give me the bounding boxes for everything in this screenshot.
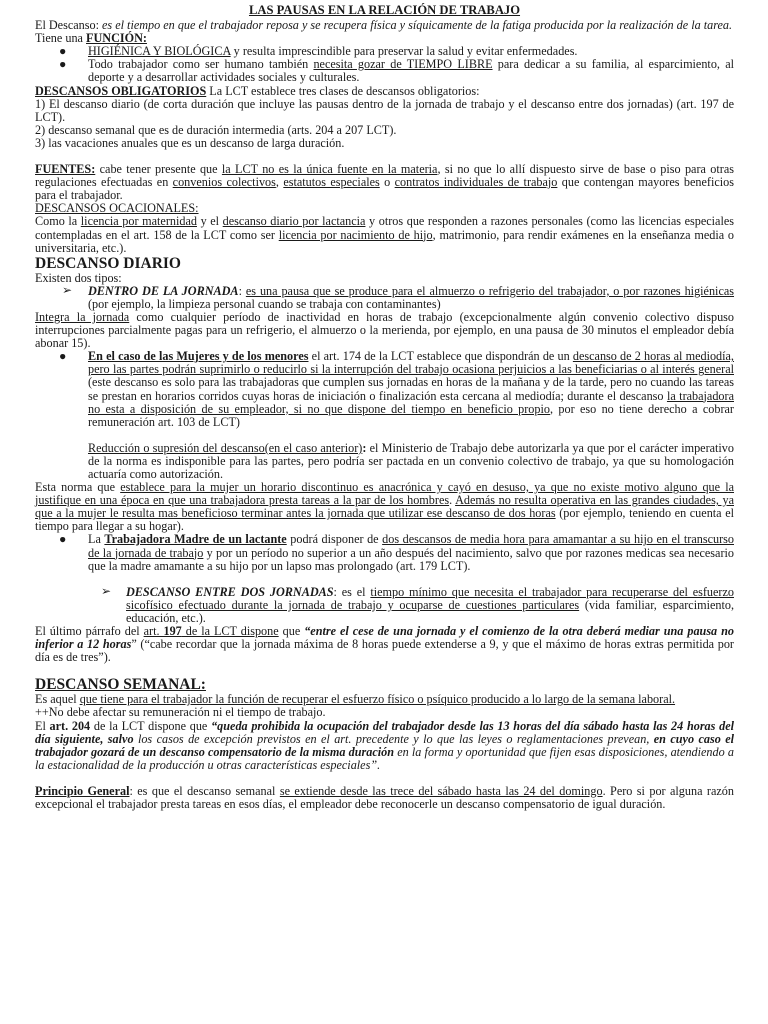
madre-lactante-bullet: ● La Trabajadora Madre de un lactante podrá disponer de dos descansos de media hora para amamantar a su hijo en el transcurso de la jornada de trabajo y por un período no superior a un año después del nacimiento, salvo que por razones medicas sea necesario que la madre amamante a su hijo por un lapso mas prolongado (art. 179 LCT). (59, 532, 734, 573)
ultimo-parrafo: El último párrafo del art. 197 de la LCT dispone que “entre el cese de una jornada y el comienzo de la otra deberá mediar una pausa no inferior a 12 horas” (“cabe recordar que la jornada máxima de 8 horas puede extenderse a 9, y que el máximo de horas extras permitida por día es de tres”). (35, 624, 734, 665)
funcion-line: Tiene una FUNCIÓN: (35, 31, 147, 46)
dentro-jornada-item: ➢ DENTRO DE LA JORNADA: es una pausa que se produce para el almuerzo o refrigerio del trabajador, o por razones higiénicas (por ejemplo, la limpieza personal cuando se trabaja con contaminantes) (62, 282, 735, 311)
reduccion-paragraph: Reducción o supresión del descanso(en el caso anterior): el Ministerio de Trabajo debe autorizarla ya que por el carácter imperativo de la norma es indisponible para las partes, pero podría ser pactada en un convenio colectivo de trabajo, ya que su homologación actuaría como autorización. (88, 440, 734, 481)
semanal-note: ++No debe afectar su remuneración ni el tiempo de trabajo. (35, 705, 326, 720)
tipos-line: Existen dos tipos: (35, 270, 122, 285)
descanso-definition: El Descanso: es el tiempo en que el trabajador reposa y se recupera física y síquicamente de la fatiga producida por la realización de la tarea. (35, 18, 733, 33)
ocasionales-paragraph: Como la licencia por maternidad y el descanso diario por lactancia y otros que responden a razones personales (como las licencias especiales contempladas en el art. 158 de la LCT como ser licencia por nacimiento de hijo, matrimonio, para rendir exámenes en la enseñanza media o universitaria, etc.). (35, 214, 735, 255)
norma-paragraph: Esta norma que establece para la mujer un horario discontinuo es anacrónica y cayó en desuso, ya que no existe motivo alguno que la justifique en una época en que una trabajadora presta tareas a la par de los hombres. Además no resulta operativa en las grandes ciudades, ya que a la mujer le resulta mas beneficioso terminar antes la jornada que utilizar ese descanso de dos horas (por ejemplo, teniendo en cuenta el tiempo para llegar a su hogar). (35, 480, 734, 534)
funcion-bullet-1: ● HIGIÉNICA Y BIOLÓGICA y resulta imprescindible para preservar la salud y evitar enfermedades. (59, 44, 578, 59)
bullet-dot-icon: ● (59, 349, 67, 364)
arrow-bullet-icon: ➢ (101, 583, 112, 598)
funcion-bullet-2: ● Todo trabajador como ser humano también necesita gozar de TIEMPO LIBRE para dedicar a su familia, al esparcimiento, al deporte y a desarrollar actividades sociales y culturales. (59, 57, 734, 85)
mujeres-bullet: ● En el caso de las Mujeres y de los menores el art. 174 de la LCT establece que dispondrán de un descanso de 2 horas al mediodía, pero las partes podrán suprimirlo o reducirlo si la interrupción del trabajo ocasiona perjuicios a las beneficiarias o al interés general (este descanso es solo para las trabajadoras que cumplen sus jornadas en horas de la mañana y de la tarde, pero no cuando las tareas se prestan en horarios corridos cuyas horas de iniciación o finalización esta cercana al mediodía; durante el descanso la trabajadora no esta a disposición de su empleador, si no que dispone del tiempo en beneficio propio, por eso no tiene derecho a cobrar remuneración art. 103 de LCT) (59, 349, 734, 429)
ocasionales-heading: DESCANSOS OCACIONALES: (35, 201, 199, 216)
obligatorios-item-1: 1) El descanso diario (de corta duración que incluye las pausas dentro de la jornada de trabajo y el descanso entre dos jornadas) (art. 197 de LCT). (35, 96, 734, 124)
descanso-diario-heading: DESCANSO DIARIO (35, 254, 181, 272)
bullet-dot-icon: ● (59, 532, 67, 547)
art-204-paragraph: El art. 204 de la LCT dispone que “queda prohibida la ocupación del trabajador desde las 13 horas del día sábado hasta las 24 horas del día siguiente, salvo los casos de excepción previstos en el art. precedente y lo que las leyes o reglamentaciones prevean, en cuyo caso el trabajador gozará de un descanso compensatorio de la misma duración en la forma y oportunidad que fijen esas disposiciones, atendiendo a la estacionalidad de la producción u otras características especiales”. (35, 718, 735, 772)
integra-paragraph: Integra la jornada como cualquier período de inactividad en horas de trabajo (excepcionalmente algún convenio colectivo dispuso interrupciones parcialmente pagas para un refrigerio, el almuerzo o la merienda, por ejemplo, en una pausa de 30 minutos el empleador debía abonar 15). (35, 309, 734, 351)
obligatorios-heading: DESCANSOS OBLIGATORIOS La LCT establece tres clases de descansos obligatorios: (35, 83, 480, 98)
fuentes-paragraph: FUENTES: cabe tener presente que la LCT no es la única fuente en la materia, si no que lo allí dispuesto sirve de base o piso para otras regulaciones efectuadas en convenios colectivos, estatutos especiales o contratos individuales de trabajo que contengan mayores beneficios para el trabajador. (35, 162, 734, 203)
obligatorios-item-3: 3) las vacaciones anuales que es un descanso de larga duración. (35, 135, 345, 150)
bullet-dot-icon: ● (59, 44, 67, 59)
bullet-dot-icon: ● (59, 57, 67, 72)
descanso-semanal-heading: DESCANSO SEMANAL: (35, 676, 206, 694)
obligatorios-item-2: 2) descanso semanal que es de duración intermedia (arts. 204 a 207 LCT). (35, 122, 397, 137)
semanal-def: Es aquel que tiene para el trabajador la función de recuperar el esfuerzo físico o psíquico producido a lo largo de la semana laboral. (35, 692, 676, 707)
page-title: LAS PAUSAS EN LA RELACIÓN DE TRABAJO (248, 3, 521, 17)
entre-jornadas-item: ➢ DESCANSO ENTRE DOS JORNADAS: es el tiempo mínimo que necesita el trabajador para recuperarse del esfuerzo sicofísico efectuado durante la jornada de trabajo y ocuparse de cuestiones particulares (vida familiar, esparcimiento, educación, etc.). (101, 583, 734, 625)
principio-general-paragraph: Principio General: es que el descanso semanal se extiende desde las trece del sábado hasta las 24 del domingo. Pero si por alguna razón excepcional el trabajador presta tareas en esos días, el empleador debe reconocerle un descanso compensatorio de igual duración. (35, 783, 734, 811)
arrow-bullet-icon: ➢ (62, 282, 73, 297)
